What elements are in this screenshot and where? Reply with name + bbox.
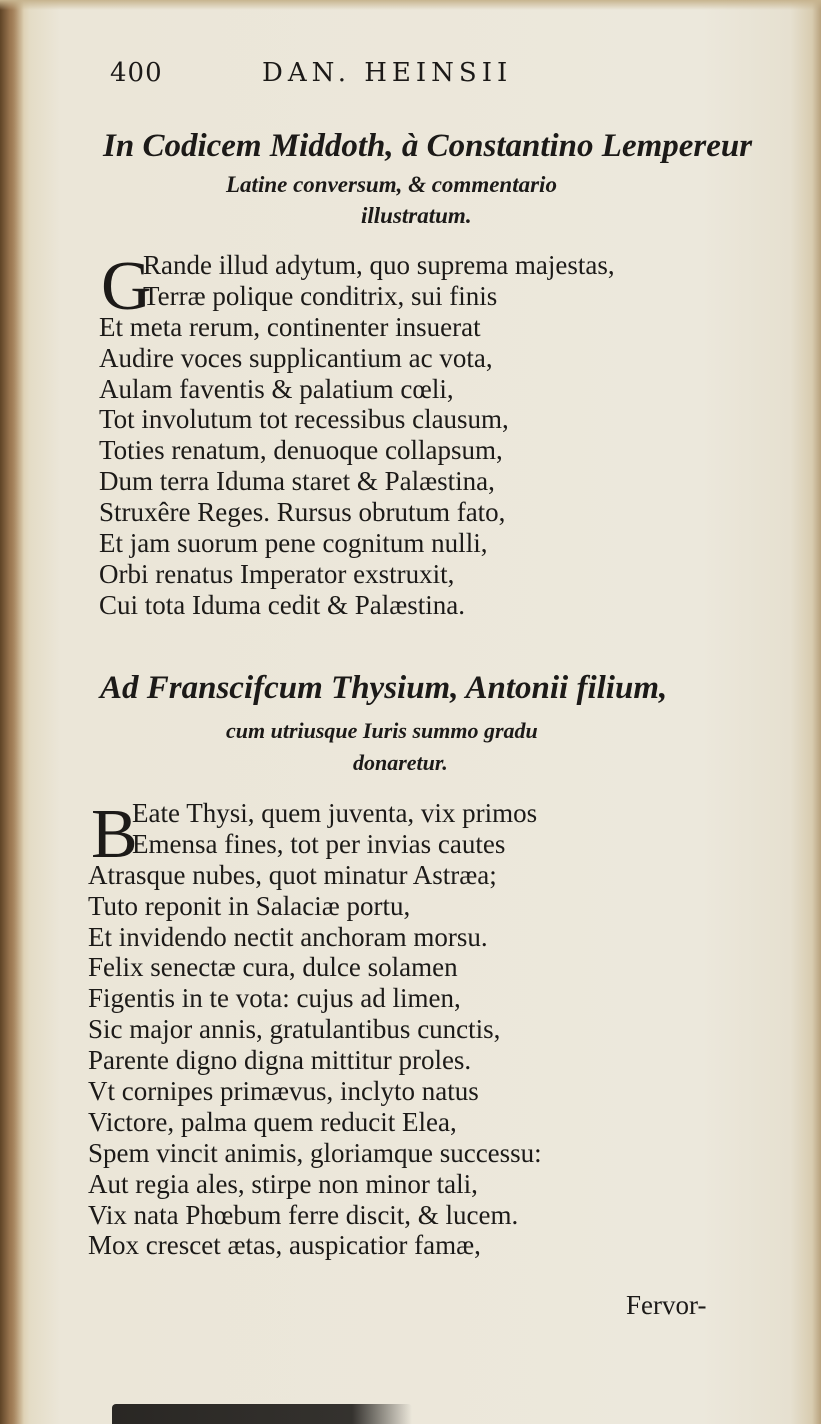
poem2-verse — [88, 798, 542, 1261]
verse-line: Parente digno digna mittitur proles. — [88, 1045, 472, 1076]
poem1-drop-cap: G — [101, 248, 152, 325]
page-number: 400 — [110, 58, 163, 88]
verse-line: Atrasque nubes, quot minatur Astræa; — [88, 859, 497, 890]
verse-line: Et meta rerum, continenter insuerat — [99, 311, 481, 342]
verse-line: Eate Thysi, quem juventa, vix primos — [132, 798, 538, 828]
verse-line: Felix senectæ cura, dulce solamen — [88, 952, 458, 983]
catchword: Fervor- — [626, 1290, 707, 1320]
verse-line: Tot involutum tot recessibus clausum, — [99, 404, 509, 435]
poem2-subtitle: cum utriusque Iuris summo gradu — [226, 718, 538, 743]
verse-line: Et invidendo nectit anchoram morsu. — [88, 921, 488, 952]
page-bottom-shadow — [112, 1404, 412, 1424]
verse-line: Dum terra Iduma staret & Palæstina, — [99, 466, 495, 497]
page-edge — [0, 0, 821, 10]
poem2-title: Ad Franscifcum Thysium, Antonii filium, — [100, 670, 668, 706]
verse-line: Orbi renatus Imperator exstruxit, — [99, 558, 455, 589]
verse-line: Audire voces supplicantium ac vota, — [99, 342, 493, 373]
verse-line: Aut regia ales, stirpe non minor tali, — [88, 1168, 478, 1199]
poem2-drop-cap: B — [91, 796, 138, 873]
verse-line: Et jam suorum pene cognitum nulli, — [99, 528, 488, 559]
poem1-subtitle: Latine conversum, & commentario — [226, 172, 557, 197]
verse-line: Rande illud adytum, quo suprema majestas, — [143, 250, 615, 280]
poem1-verse — [99, 250, 615, 621]
poem1-title: In Codicem Middoth, à Constantino Lempereur — [103, 128, 753, 164]
running-head: DAN. HEINSII — [262, 58, 513, 88]
verse-line: Emensa fines, tot per invias cautes — [132, 828, 506, 859]
verse-line: Tuto reponit in Salaciæ portu, — [88, 890, 411, 921]
verse-line: Aulam faventis & palatium cœli, — [99, 373, 454, 404]
poem1-subtitle-end: illustratum. — [361, 203, 472, 228]
verse-line: Vix nata Phœbum ferre discit, & lucem. — [88, 1199, 519, 1230]
verse-line: Vt cornipes primævus, inclyto natus — [88, 1076, 479, 1107]
verse-line: Victore, palma quem reducit Elea, — [88, 1106, 457, 1137]
verse-line: Sic major annis, gratulantibus cunctis, — [88, 1014, 501, 1045]
verse-line: Cui tota Iduma cedit & Palæstina. — [99, 589, 465, 620]
verse-line: Struxêre Reges. Rursus obrutum fato, — [99, 497, 506, 528]
verse-line: Spem vincit animis, gloriamque successu: — [88, 1137, 542, 1168]
poem2-subtitle-end: donaretur. — [353, 750, 448, 775]
binding-gutter — [0, 0, 24, 1424]
verse-line: Figentis in te vota: cujus ad limen, — [88, 983, 461, 1014]
verse-line: Mox crescet ætas, auspicatior famæ, — [88, 1230, 481, 1261]
verse-line: Terræ polique conditrix, sui finis — [143, 280, 498, 311]
verse-line: Toties renatum, denuoque collapsum, — [99, 435, 503, 466]
